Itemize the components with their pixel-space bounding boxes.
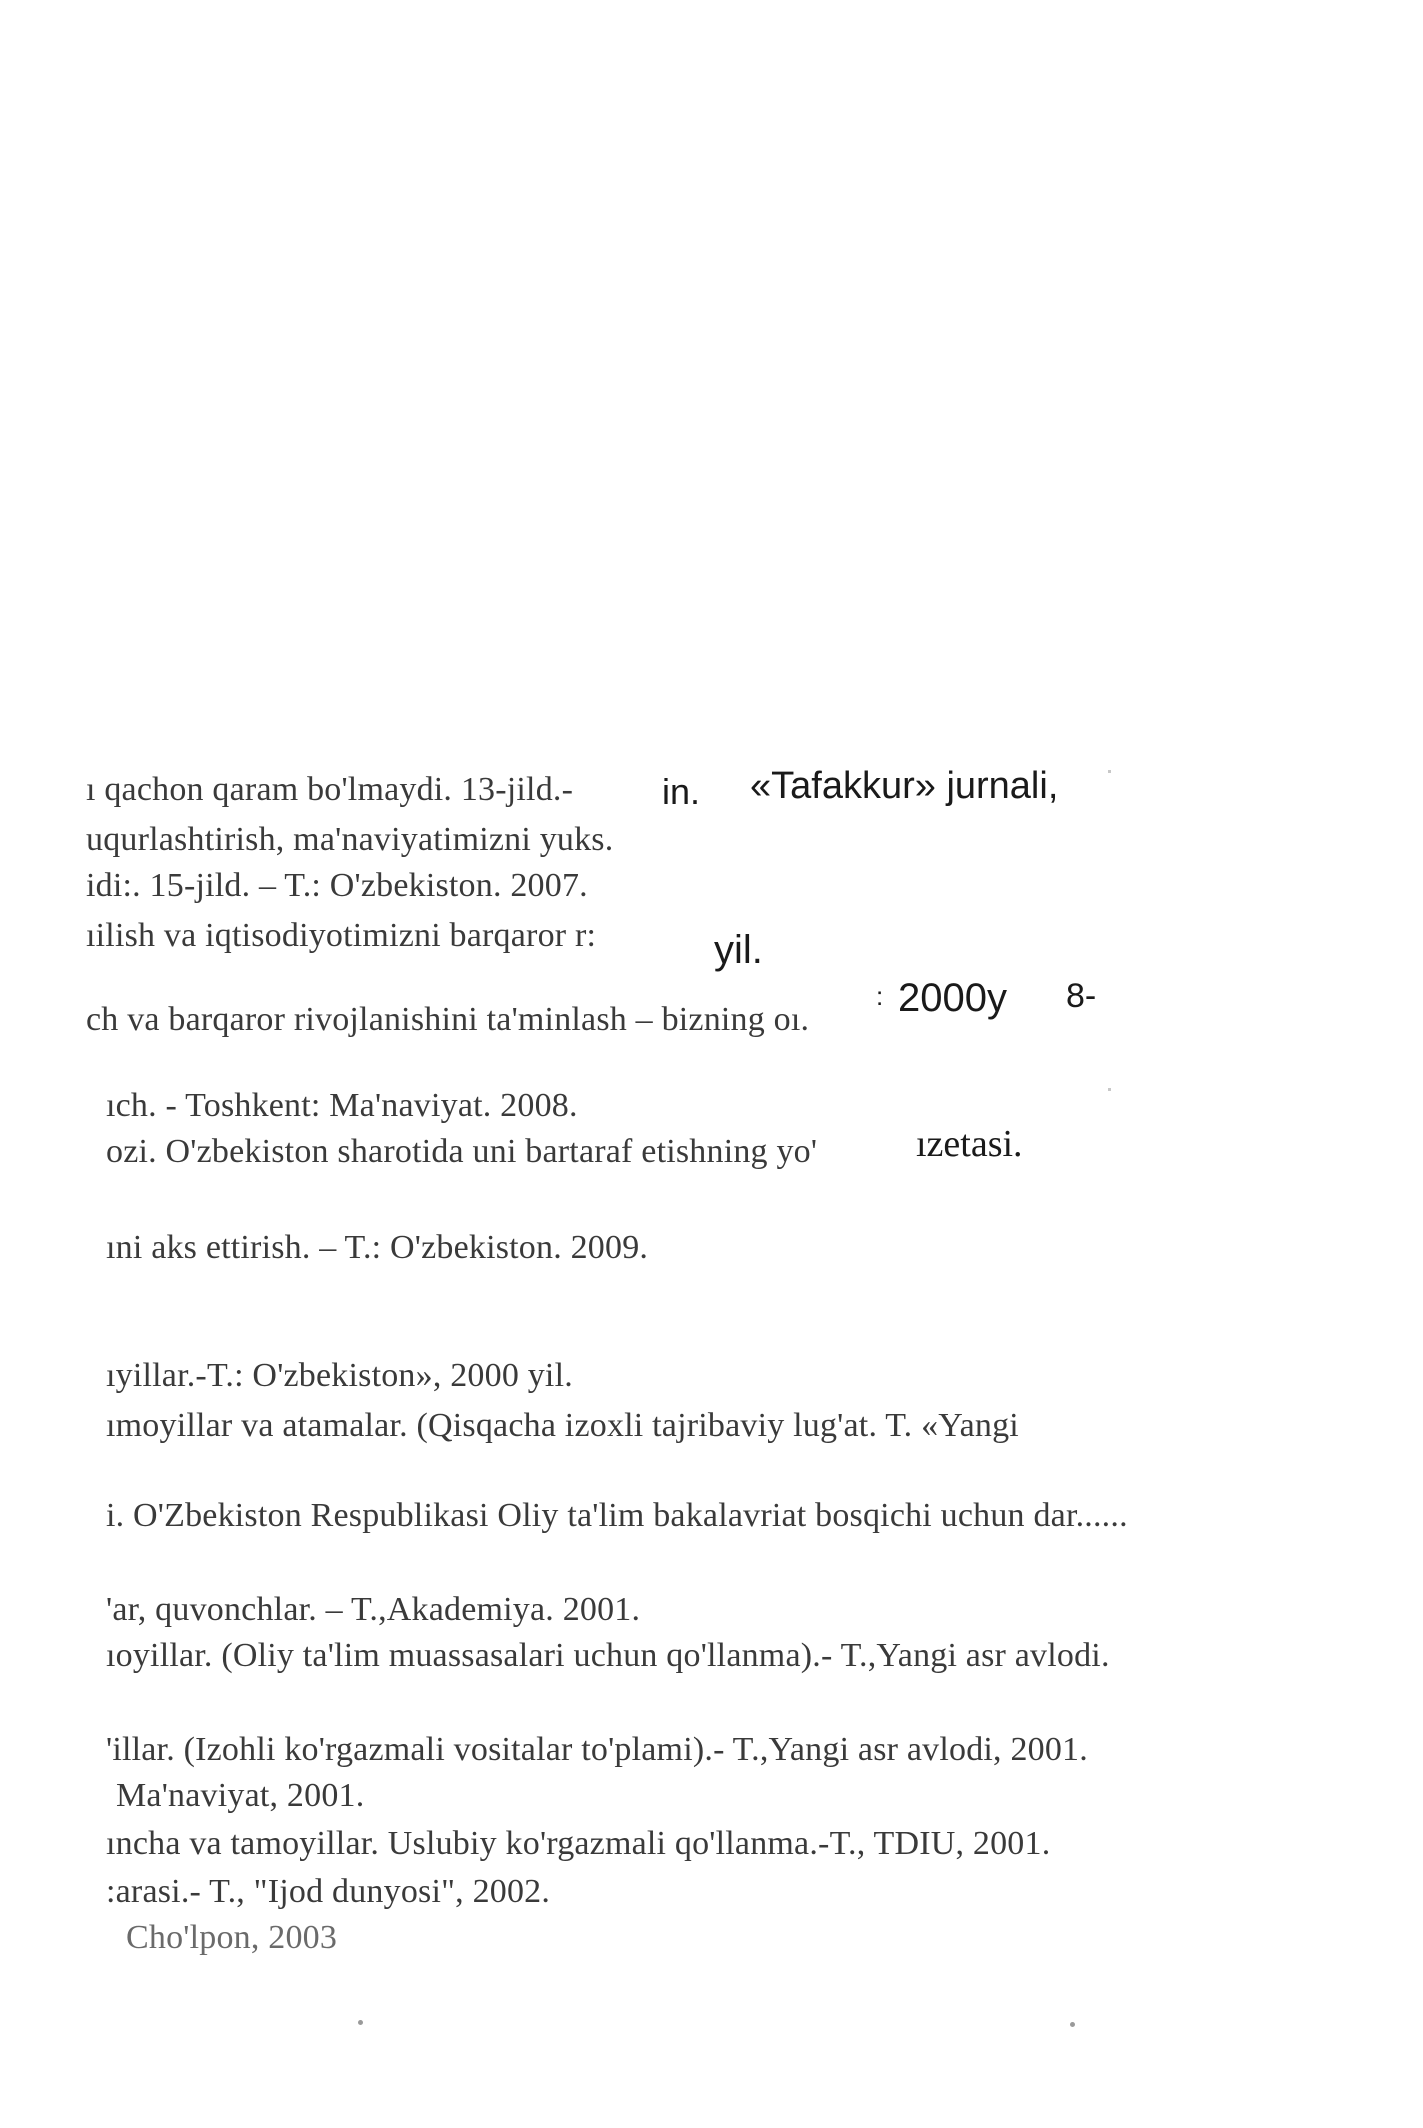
reference-line-2: uqurlashtirish, ma'naviyatimizni yuks.	[86, 821, 614, 858]
reference-line-1: ı qachon qaram bo'lmaydi. 13-jild.-	[86, 771, 574, 808]
reference-fragment-izetasi: ızetasi.	[916, 1123, 1023, 1165]
reference-line-5: ch va barqaror rivojlanishini ta'minlash – bizning oı.	[86, 1001, 810, 1038]
reference-line-13: ıoyillar. (Oliy ta'lim muassasalari uchun qo'llanma).- T.,Yangi asr avlodi.	[106, 1637, 1110, 1674]
reference-line-12: 'ar, quvonchlar. – T.,Akademiya. 2001.	[106, 1591, 641, 1628]
scan-speck	[358, 2020, 363, 2025]
reference-line-15: Ma'naviyat, 2001.	[116, 1777, 365, 1814]
reference-fragment-8: 8-	[1066, 977, 1097, 1015]
reference-line-11: i. O'Zbekiston Respublikasi Oliy ta'lim bakalavriat bosqichi uchun dar......	[106, 1497, 1128, 1534]
scan-speck	[1070, 2022, 1075, 2027]
reference-line-8: ıni aks ettirish. – T.: O'zbekiston. 2009.	[106, 1229, 649, 1266]
reference-line-16: ıncha va tamoyillar. Uslubiy ko'rgazmali qo'llanma.-T., TDIU, 2001.	[106, 1825, 1051, 1862]
reference-line-3: idi:. 15-jild. – T.: O'zbekiston. 2007.	[86, 867, 588, 904]
reference-line-7: ozi. O'zbekiston sharotida uni bartaraf etishning yo'	[106, 1133, 818, 1170]
reference-fragment-colon: :	[876, 981, 884, 1011]
reference-fragment-2000y: 2000y	[898, 976, 1007, 1020]
reference-line-6: ıch. - Toshkent: Ma'naviyat. 2008.	[106, 1087, 578, 1124]
reference-fragment-yil: yil.	[714, 928, 763, 972]
reference-line-10: ımoyillar va atamalar. (Qisqacha izoxli tajribaviy lug'at. T. «Yangi	[106, 1407, 1019, 1444]
scan-speck	[1108, 770, 1111, 773]
reference-line-4: ıilish va iqtisodiyotimizni barqaror r:	[86, 917, 597, 954]
reference-line-14: 'illar. (Izohli ko'rgazmali vositalar to'plami).- T.,Yangi asr avlodi, 2001.	[106, 1731, 1088, 1768]
reference-fragment-in: in.	[662, 771, 701, 812]
reference-line-9: ıyillar.-T.: O'zbekiston», 2000 yil.	[106, 1357, 573, 1394]
reference-fragment-tafakkur: «Tafakkur» jurnali,	[750, 765, 1059, 807]
reference-line-18: Cho'lpon, 2003	[126, 1919, 338, 1956]
scan-speck	[1108, 1088, 1111, 1091]
reference-line-17: :arasi.- T., "Ijod dunyosi", 2002.	[106, 1873, 551, 1910]
